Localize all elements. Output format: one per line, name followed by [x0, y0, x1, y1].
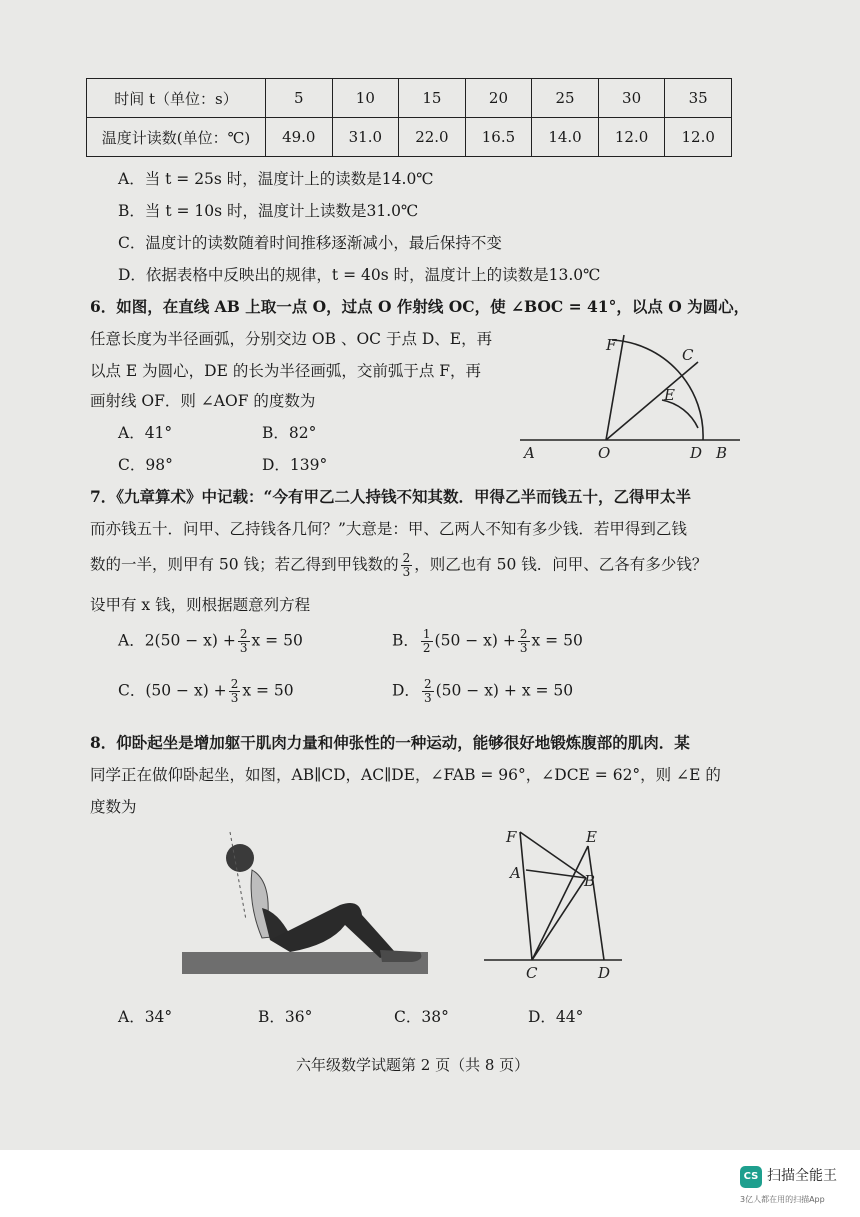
- label-d: D: [690, 444, 703, 462]
- q8-geometry: [484, 832, 622, 960]
- person-legs: [270, 903, 395, 958]
- table-cell: 30: [598, 79, 665, 118]
- label-o: O: [598, 444, 611, 462]
- table-cell: 12.0: [665, 118, 732, 157]
- q8-stem-line-2: 同学正在做仰卧起坐，如图，AB∥CD，AC∥DE，∠FAB = 96°，∠DCE = 62°，则 ∠E 的: [90, 766, 721, 784]
- q7-stem-line-3: 数的一半，则甲有 50 钱；若乙得到甲钱数的 $\frac{2}{3}$ ，则乙也有 50 钱．问甲、乙各有多少钱？: [90, 551, 708, 579]
- label-a: A: [510, 864, 521, 882]
- table-cell: 10: [332, 79, 399, 118]
- table-cell: 22.0: [399, 118, 466, 157]
- table-cell: 16.5: [465, 118, 532, 157]
- label-e: E: [586, 828, 597, 846]
- table-cell: 14.0: [532, 118, 599, 157]
- table-header-temperature: 温度计读数(单位：℃): [87, 118, 266, 157]
- table-cell: 49.0: [266, 118, 333, 157]
- label-d: D: [598, 964, 611, 982]
- q5-option-b: B．当 t = 10s 时，温度计上读数是31.0℃: [118, 202, 419, 220]
- person-shoes: [380, 950, 421, 962]
- table-cell: 5: [266, 79, 333, 118]
- table-header-time: 时间 t（单位：s）: [87, 79, 266, 118]
- q5-option-d: D．依据表格中反映出的规律，t = 40s 时，温度计上的读数是13.0℃: [118, 266, 601, 284]
- label-c: C: [682, 346, 694, 364]
- q8-stem-line-3: 度数为: [90, 798, 137, 816]
- label-f: F: [606, 336, 617, 354]
- q7-option-d: D． $\frac{2}{3}$ (50 − x) + x = 50: [392, 677, 574, 705]
- q7-stem-line-1: 7．《九章算术》中记载：“今有甲乙二人持钱不知其数．甲得乙半而钱五十，乙得甲太半: [90, 487, 691, 506]
- table-cell: 25: [532, 79, 599, 118]
- q5-option-a: A．当 t = 25s 时，温度计上的读数是14.0℃: [118, 170, 434, 188]
- table-cell: 31.0: [332, 118, 399, 157]
- q7-option-c: C．(50 − x) + $\frac{2}{3}$ x = 50: [118, 677, 294, 705]
- q7-stem-line-4: 设甲有 x 钱，则根据题意列方程: [90, 596, 311, 614]
- q8-option-b: B．36°: [258, 1008, 313, 1026]
- q6-option-a: A．41°: [118, 424, 173, 442]
- table-cell: 20: [465, 79, 532, 118]
- line-cb: [532, 878, 586, 960]
- fraction-two-thirds: $\frac{2}{3}$: [402, 551, 411, 579]
- q7-option-a: A．2(50 − x) + $\frac{2}{3}$ x = 50: [118, 627, 303, 655]
- label-f: F: [506, 828, 517, 846]
- q6-stem-line-2: 任意长度为半径画弧，分别交边 OB 、OC 于点 D、E，再: [90, 330, 493, 348]
- camscanner-logo: CS: [740, 1166, 762, 1188]
- q8-stem-line-1: 8．仰卧起坐是增加躯干肌肉力量和伸张性的一种运动，能够很好地锻炼腹部的肌肉．某: [90, 733, 690, 752]
- person-head: [226, 844, 254, 872]
- page-footer: 六年级数学试题第 2 页（共 8 页）: [296, 1056, 530, 1074]
- q8-option-c: C．38°: [394, 1008, 449, 1026]
- table-cell: 15: [399, 79, 466, 118]
- line-ed: [588, 846, 604, 960]
- q6-stem-line-1: 6．如图，在直线 AB 上取一点 O，过点 O 作射线 OC，使 ∠BOC = 41°，以点 O 为圆心，: [90, 297, 750, 316]
- label-b: B: [584, 872, 596, 890]
- q7-option-b: B． $\frac{1}{2}$ (50 − x) + $\frac{2}{3}$ x = 50: [392, 627, 583, 655]
- table-cell: 35: [665, 79, 732, 118]
- line-ce: [532, 846, 588, 960]
- q6-stem-line-3: 以点 E 为圆心，DE 的长为半径画弧，交前弧于点 F，再: [90, 362, 482, 380]
- q5-option-c: C．温度计的读数随着时间推移逐渐减小，最后保持不变: [118, 234, 502, 252]
- scanner-tagline: 3亿人都在用的扫描App: [740, 1195, 825, 1204]
- q6-stem-line-4: 画射线 OF．则 ∠AOF 的度数为: [90, 392, 316, 410]
- line-fc: [520, 832, 532, 960]
- scanner-brand: 扫描全能王: [767, 1168, 837, 1184]
- situp-illustration: [182, 832, 428, 974]
- table-cell: 12.0: [598, 118, 665, 157]
- label-e: E: [664, 386, 675, 404]
- q7-stem-line-2: 而亦钱五十．问甲、乙持钱各几何？”大意是：甲、乙两人不知有多少钱．若甲得到乙钱: [90, 520, 687, 538]
- q6-option-b: B．82°: [262, 424, 317, 442]
- label-a: A: [524, 444, 535, 462]
- q8-option-a: A．34°: [118, 1008, 173, 1026]
- q8-option-d: D．44°: [528, 1008, 584, 1026]
- q6-option-c: C．98°: [118, 456, 173, 474]
- label-c: C: [526, 964, 538, 982]
- label-b: B: [716, 444, 728, 462]
- q6-option-d: D．139°: [262, 456, 328, 474]
